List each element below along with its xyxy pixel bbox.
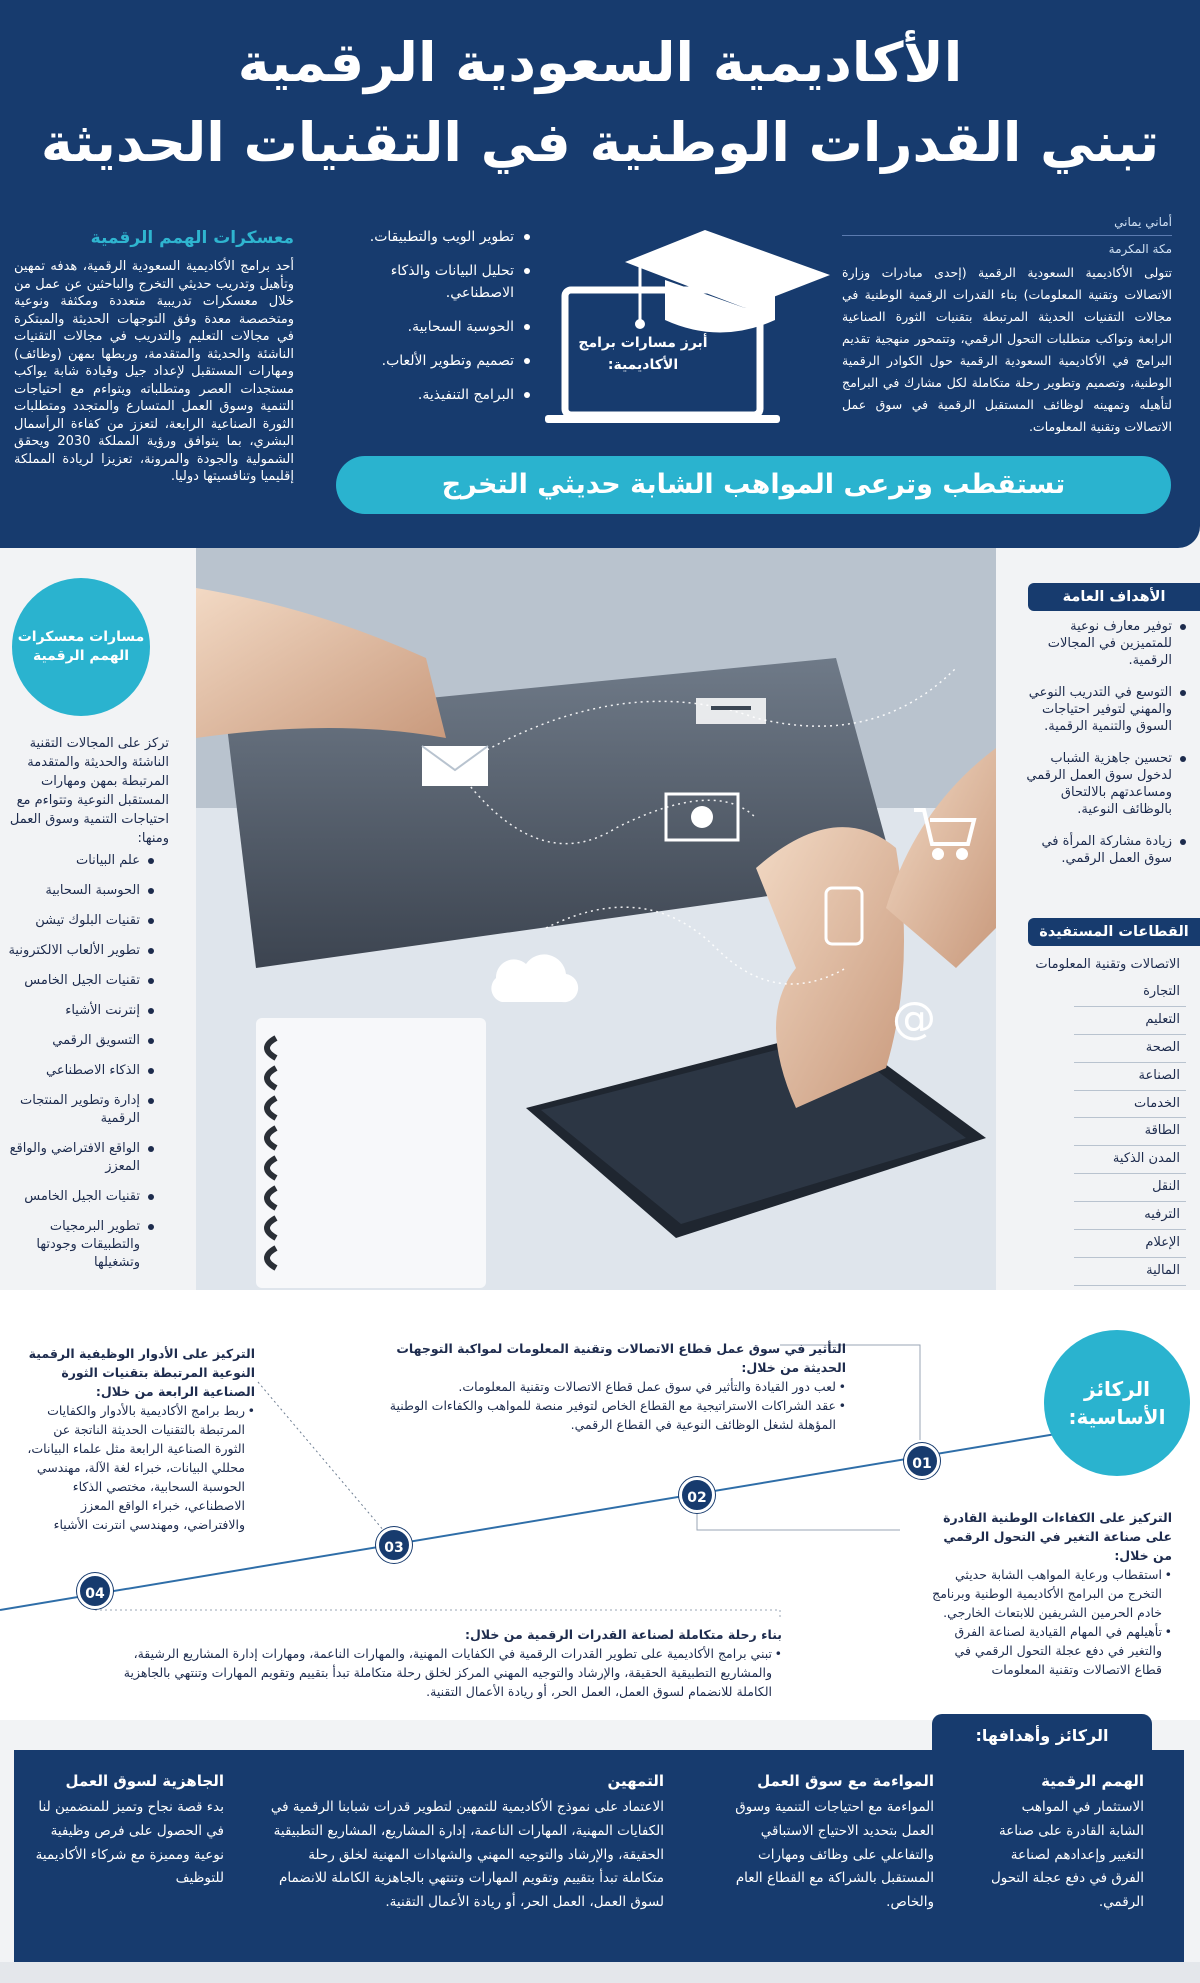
list-item: تحليل البيانات والذكاء الاصطناعي. bbox=[345, 260, 530, 304]
bootcamps-heading: معسكرات الهمم الرقمية bbox=[90, 228, 294, 248]
list-item: الصناعة bbox=[1016, 1063, 1186, 1091]
pillars-circle: الركائز الأساسية: bbox=[1044, 1330, 1190, 1476]
sectors-heading: القطاعات المستفيدة bbox=[1028, 918, 1200, 946]
list-item: تطوير البرمجيات والتطبيقات وجودتها وتشغيلها bbox=[4, 1218, 154, 1272]
list-item: إنترنت الأشياء bbox=[4, 1002, 154, 1020]
list-item: تحسين جاهزية الشباب لدخول سوق العمل الرقمي ومساعدتهم بالالتحاق بالوظائف النوعية. bbox=[1022, 750, 1186, 818]
laptop-label: أبرز مسارات برامج الأكاديمية: bbox=[578, 335, 708, 373]
list-item: البرامج التنفيذية. bbox=[345, 384, 530, 406]
footer-col-heading: المواءمة مع سوق العمل bbox=[757, 1772, 934, 1790]
pillar-heading: بناء رحلة متكاملة لصناعة القدرات الرقمية من خلال: bbox=[465, 1627, 782, 1642]
footer-col-digital-ambition bbox=[984, 1772, 1144, 1915]
bottom-strip bbox=[0, 1962, 1200, 1983]
footer-col-readiness bbox=[34, 1772, 224, 1891]
pillar-heading: التأثير في سوق عمل قطاع الاتصالات وتقنية المعلومات لمواكبة التوجهات الحديثة من خلال: bbox=[396, 1341, 846, 1375]
footer-col-text: بدء قصة نجاح وتميز للمنضمين لنا في الحصول على فرص وظيفية نوعية ومميزة مع شركاء الأكاديمية للتوظيف bbox=[35, 1799, 224, 1887]
pillar-3 bbox=[20, 1344, 255, 1534]
list-item: التوسع في التدريب النوعي والمهني لتوفير احتياجات السوق والتنمية الرقمية. bbox=[1022, 684, 1186, 735]
list-item: تطوير الألعاب الالكترونية bbox=[4, 942, 154, 960]
list-item: إدارة وتطوير المنتجات الرقمية bbox=[4, 1092, 154, 1128]
footer-col-heading: الجاهزية لسوق العمل bbox=[65, 1772, 224, 1790]
timeline-dot-03: 03 bbox=[376, 1527, 412, 1563]
goals-heading: الأهداف العامة bbox=[1028, 583, 1200, 611]
pillar-4 bbox=[120, 1625, 782, 1701]
footer-col-alignment bbox=[734, 1772, 934, 1915]
list-item: • ربط برامج الأكاديمية بالأدوار والكفايات المرتبطة بالتقنيات الحديثة الناتجة عن الثورة الصناعية الرابعة مثل علماء البيانات، محللي البيانات، خبراء لغة الآلة، مهندسي الحوسبة السحابية، مختصي الذكاء الاصطناعي، خبراء الواقع المعزز والافتراضي، ومهندسي انترنت الأشياء bbox=[20, 1401, 255, 1534]
list-item: توفير معارف نوعية للمتميزين في المجالات الرقمية. bbox=[1022, 618, 1186, 669]
list-item: الاتصالات وتقنية المعلومات bbox=[1035, 957, 1180, 972]
pillar-2 bbox=[932, 1508, 1172, 1679]
left-intro: تركز على المجالات التقنية الناشئة والحديثة والمتقدمة المرتبطة بمهن ومهارات المستقبل النوعية وتتواءم مع احتياجات التنمية وسوق العمل ومنها: bbox=[9, 736, 169, 846]
list-item: الحوسبة السحابية bbox=[4, 882, 154, 900]
left-list bbox=[4, 852, 154, 1284]
title-line1: الأكاديمية السعودية الرقمية bbox=[237, 31, 963, 94]
footer-col-heading: التمهين bbox=[607, 1772, 664, 1790]
list-item: علم البيانات bbox=[4, 852, 154, 870]
footer-col-text: الاستثمار في المواهب الشابة القادرة على صناعة التغيير وإعدادهم لصناعة الفرق في دفع عجلة التحول الرقمي. bbox=[990, 1799, 1144, 1911]
footer-col-professionalization bbox=[264, 1772, 664, 1915]
list-item: • تبني برامج الأكاديمية على تطوير القدرات الرقمية في الكفايات المهنية، والمهارات الناعمة، ومهارات إدارة المشاريع الرشيقة، والمشاريع التطبيقية الحقيقة، والإرشاد والتوجيه المهني المركز لخلق رحلة متكاملة تبدأ بتقييم وتقويم المهارات وتنتهي بالجاهزية الكاملة للانضمام لسوق العمل، العمل الحر، أو ريادة الأعمال التقنية. bbox=[120, 1644, 782, 1701]
list-item: التجارة bbox=[1016, 979, 1186, 1007]
envelope-icon bbox=[422, 746, 488, 786]
list-item: تقنيات الجيل الخامس bbox=[4, 972, 154, 990]
sectors-list bbox=[1016, 952, 1186, 1286]
pillar-heading: التركيز على الأدوار الوظيفية الرقمية النوعية المرتبطة بتقنيات الثورة الصناعية الرابعة من خلال: bbox=[28, 1346, 255, 1399]
list-item: • عقد الشراكات الاستراتيجية مع القطاع الخاص لتوفير منصة للمواهب والكفاءات الوطنية المؤهلة لشغل الوظائف النوعية في القطاع الرقمي. bbox=[380, 1396, 846, 1434]
title-line2: تبني القدرات الوطنية في التقنيات الحديثة bbox=[40, 111, 1160, 174]
timeline-dot-02: 02 bbox=[679, 1477, 715, 1513]
list-item: تقنيات الجيل الخامس bbox=[4, 1188, 154, 1206]
laptop-icon bbox=[545, 220, 830, 425]
author: أماني يماني bbox=[1114, 215, 1172, 229]
list-item: • لعب دور القيادة والتأثير في سوق عمل قطاع الاتصالات وتقنية المعلومات. bbox=[380, 1377, 846, 1396]
list-item: • استقطاب ورعاية المواهب الشابة حديثي التخرج من البرامج الأكاديمية الوطنية وبرنامج خادم الحرمين الشريفين للابتعاث الخارجي. bbox=[932, 1565, 1172, 1622]
pillar-1 bbox=[380, 1339, 846, 1434]
footer-tab: الركائز وأهدافها: bbox=[932, 1714, 1152, 1758]
list-item: زيادة مشاركة المرأة في سوق العمل الرقمي. bbox=[1022, 833, 1186, 867]
list-item: الواقع الافتراضي والواقع المعزز bbox=[4, 1140, 154, 1176]
bootcamps-text: أحد برامج الأكاديمية السعودية الرقمية، هدفه تمهين وتأهيل وتدريب حديثي التخرج والباحثين عن عمل من خلال معسكرات تدريبية متعددة ومكثفة ونوعية ومتخصصة معدة وفق التوجهات الحديثة والمبتكرة في مجالات التعليم والتدريب في مجالات التقنيات الناشئة والحديثة والمتقدمة، وربطها بمهن (وظائف) ومهارات المستقبل لإعداد جيل وقيادة شابة يواكب مستجدات العصر ومتطلباته ويتواءم مع احتياجات التنمية وسوق العمل المتسارع والمتجدد ومتطلبات الثورة الصناعية الرابعة، لتعزز من كفاءة الرأسمال البشري، بما يتوافق ورؤية المملكة 2030 ويحقق الشمولية والجودة والمرونة، تعزيزا لريادة المملكة إقليميا وتنافسيتها دوليا. bbox=[14, 259, 295, 484]
goals-list bbox=[1022, 618, 1186, 882]
list-item: الإعلام bbox=[1016, 1230, 1186, 1258]
list-item: النقل bbox=[1016, 1174, 1186, 1202]
timeline-dot-04: 04 bbox=[77, 1573, 113, 1609]
hero-photo bbox=[196, 548, 996, 1290]
list-item: التسويق الرقمي bbox=[4, 1032, 154, 1050]
list-item: الذكاء الاصطناعي bbox=[4, 1062, 154, 1080]
footer-panel bbox=[14, 1750, 1184, 1962]
pillar-heading: التركيز على الكفاءات الوطنية القادرة على صناعة التغير في التحول الرقمي من خلال: bbox=[943, 1510, 1172, 1563]
footer-col-text: الاعتماد على نموذج الأكاديمية للتمهين لتطوير قدرات شبابنا الرقمية في الكفايات المهنية، المهارات الناعمة، إدارة المشاريع، المشاريع التطبيقية الحقيقة، والإرشاد والتوجيه المهني والشهادات المهنية لخلق رحلة متكاملة تبدأ بتقييم وتقويم المهارات وتنتهي بالجاهزية الكاملة للانضمام لسوق العمل، العمل الحر، أو ريادة الأعمال التقنية. bbox=[270, 1799, 664, 1911]
list-item: تقنيات البلوك تيشن bbox=[4, 912, 154, 930]
list-item: المدن الذكية bbox=[1016, 1146, 1186, 1174]
footer-col-heading: الهمم الرقمية bbox=[1041, 1772, 1144, 1790]
list-item: تطوير الويب والتطبيقات. bbox=[345, 226, 530, 248]
at-icon: @ bbox=[892, 993, 936, 1044]
list-item: المالية bbox=[1016, 1258, 1186, 1286]
list-item: • تأهيلهم في المهام القيادية لصناعة الفرق والتغير في دفع عجلة التحول الرقمي في قطاع الاتصالات وتقنية المعلومات bbox=[932, 1622, 1172, 1679]
banner: تستقطب وترعى المواهب الشابة حديثي التخرج bbox=[336, 456, 1171, 514]
byline bbox=[842, 212, 1172, 259]
intro-text: تتولى الأكاديمية السعودية الرقمية (إحدى مبادرات وزارة الاتصالات وتقنية المعلومات) بناء القدرات الرقمية الوطنية في مجالات التقنيات الحديثة المرتبطة بتقنيات الثورة الصناعية الرابعة وتواكب متطلبات التحول الرقمي، وتتمحور منهجية تقديم البرامج في الأكاديمية السعودية الرقمية حول الكوادر الرقمية الوطنية، وتصميم وتطوير رحلة متكاملة لكل مشارك في البرامج لتأهيله وتمهينه لوظائف المستقبل الرقمية في سوق عمل الاتصالات وتقنية المعلومات. bbox=[842, 265, 1172, 434]
chat-icon bbox=[696, 698, 766, 724]
tracks-list bbox=[345, 226, 530, 418]
timeline-dot-01: 01 bbox=[904, 1443, 940, 1479]
list-item: التعليم bbox=[1016, 1007, 1186, 1035]
list-item: تصميم وتطوير الألعاب. bbox=[345, 350, 530, 372]
list-item: الطاقة bbox=[1016, 1118, 1186, 1146]
footer-col-text: المواءمة مع احتياجات التنمية وسوق العمل بتحديد الاحتياج الاستباقي والتفاعلي على وظائف ومهارات المستقبل بالشراكة مع القطاع العام والخاص. bbox=[735, 1799, 934, 1911]
location: مكة المكرمة bbox=[1108, 242, 1172, 256]
list-item: الحوسبة السحابية. bbox=[345, 316, 530, 338]
list-item: الخدمات bbox=[1016, 1091, 1186, 1119]
list-item: الصحة bbox=[1016, 1035, 1186, 1063]
list-item: الترفيه bbox=[1016, 1202, 1186, 1230]
graduation-cap-icon bbox=[625, 230, 830, 333]
tracks-circle: مسارات معسكرات الهمم الرقمية bbox=[12, 578, 150, 716]
